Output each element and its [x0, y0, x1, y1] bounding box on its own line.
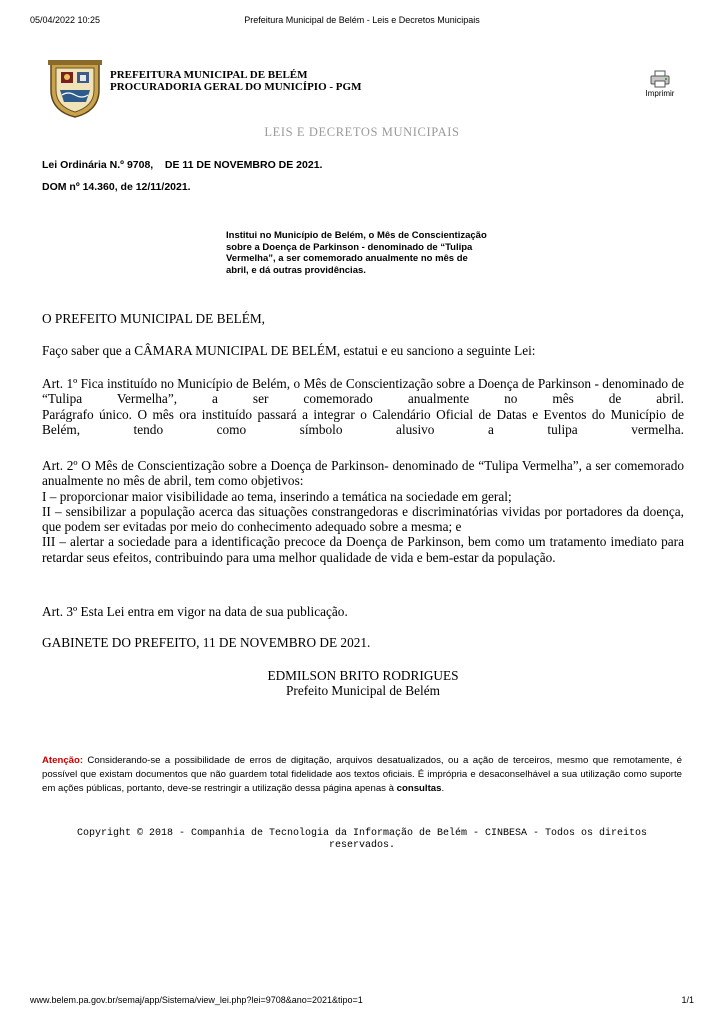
law-date: DE 11 DE NOVEMBRO DE 2021.: [164, 159, 323, 171]
article-2-item-i: I – proporcionar maior visibilidade ao tema, inserindo a temática na sociedade em geral;: [42, 488, 512, 504]
law-number: Lei Ordinária N.º 9708,: [42, 159, 154, 171]
org-header: [110, 69, 361, 93]
print-url: www.belem.pa.gov.br/semaj/app/Sistema/view_lei.php?lei=9708&ano=2021&tipo=1: [30, 995, 363, 1005]
print-datetime: 05/04/2022 10:25: [30, 15, 101, 25]
attention-notice: Atenção: Considerando-se a possibilidade de erros de digitação, arquivos desatualizados, ou a ação de terceiros, mesmo que remotamente, é possível que existam documentos que não guardem total fidelidade aos textos oficiais. É imprópria e desaconselhável a sua utilização como suporte em ações públicas, portanto, deve-se restringir a utilização dessa página apenas à consultas.: [42, 755, 682, 794]
article-2: [42, 458, 684, 565]
copyright: Copyright © 2018 - Companhia de Tecnologia da Informação de Belém - CINBESA - Todos os direitos reservados.: [76, 828, 648, 851]
page-count: 1/1: [681, 995, 694, 1005]
article-2-item-ii: II – sensibilizar a população acerca das situações constrangedoras e discriminatórias vividas por portadores da doença, que podem ser evitadas por meio do conhecimento adequado sobre a mesma; e: [42, 503, 684, 535]
article-1-paragraph: Parágrafo único. O mês ora instituído passará a integrar o Calendário Oficial de Datas e Eventos do Município de Belém, tendo como símbolo alusivo a tulipa vermelha.: [42, 406, 684, 437]
intro: Faço saber que a CÂMARA MUNICIPAL DE BELÉM, estatui e eu sanciono a seguinte Lei:: [42, 343, 536, 358]
signature-block: [42, 668, 684, 699]
signer-name: EDMILSON BRITO RODRIGUES: [267, 668, 459, 683]
article-2-item-iii: III – alertar a sociedade para a identificação precoce da Doença de Parkinson, bem como um tratamento imediato para retardar seus efeitos, contribuindo para uma melhor qualidade de vida e bem-estar da população.: [42, 534, 684, 565]
print-button[interactable]: [640, 70, 680, 98]
print-button-label: Imprimir: [645, 89, 675, 98]
org-department: PROCURADORIA GERAL DO MUNICÍPIO - PGM: [110, 81, 362, 93]
section-title: LEIS E DECRETOS MUNICIPAIS: [264, 125, 460, 139]
attention-consultas: consultas: [396, 783, 442, 794]
greeting: O PREFEITO MUNICIPAL DE BELÉM,: [42, 311, 265, 326]
article-3: Art. 3º Esta Lei entra em vigor na data de sua publicação.: [42, 604, 348, 619]
law-dom: DOM nº 14.360, de 12/11/2021.: [42, 181, 191, 193]
print-page-title: Prefeitura Municipal de Belém - Leis e Decretos Municipais: [244, 15, 480, 25]
printer-icon: [650, 70, 670, 88]
attention-text: Considerando-se a possibilidade de erros de digitação, arquivos desatualizados, ou a ação de terceiros, mesmo que remotamente, é possível que existam documentos que não guardem total fidelidade aos textos oficiais. É imprópria e desaconselhável a sua utilização como suporte em ações públicas, portanto, deve-se restringir a utilização dessa página apenas à: [42, 755, 682, 794]
attention-label: Atenção:: [42, 755, 84, 766]
signer-title: Prefeito Municipal de Belém: [286, 683, 440, 699]
gabinete-line: GABINETE DO PREFEITO, 11 DE NOVEMBRO DE 2021.: [42, 635, 371, 650]
city-crest-icon: [48, 60, 102, 118]
article-1: [42, 376, 684, 437]
law-number-line: [42, 159, 322, 171]
article-1-text: Art. 1º Fica instituído no Município de Belém, o Mês de Conscientização sobre a Doença de Parkinson - denominado de “Tulipa Vermelha”, a ser comemorado anualmente no mês de abril.: [42, 376, 684, 407]
law-ementa: Institui no Município de Belém, o Mês de Conscientização sobre a Doença de Parkinson - denominado de “Tulipa Vermelha”, a ser comemorado anualmente no mês de abril, e dá outras providências.: [226, 230, 487, 276]
org-name: PREFEITURA MUNICIPAL DE BELÉM: [110, 69, 308, 81]
article-2-text: Art. 2º O Mês de Conscientização sobre a Doença de Parkinson- denominado de “Tulipa Vermelha”, a ser comemorado anualmente no mês de abril, tem como objetivos:: [42, 458, 684, 489]
